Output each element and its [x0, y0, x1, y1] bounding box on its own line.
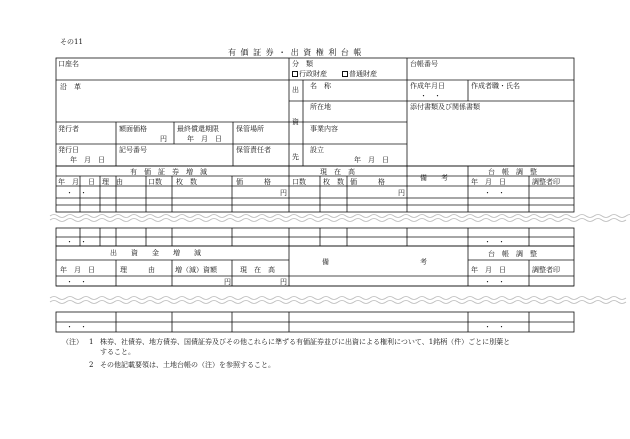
col-year: 年	[58, 178, 65, 186]
last-row-dots: ・ ・	[66, 238, 87, 246]
business-label: 事業内容	[310, 125, 338, 133]
col-current-price: 価 格	[350, 178, 385, 186]
capital-last-adjust-dots: ・ ・	[484, 323, 505, 331]
break-wave-1	[50, 215, 630, 218]
capital-col-change: 増（減）資額	[175, 266, 217, 274]
investee-label-3: 先	[292, 153, 299, 161]
col-current-count: 口数	[292, 178, 306, 186]
col-adjuster: 調整者印	[532, 178, 560, 186]
note-1-text: 株券、社債券、地方債券、国債証券及びその他これらに準ずる有価証券並びに出資による権利について、1銘柄（件）ごとに別葉と	[100, 338, 511, 346]
final-redemption-ymd: 年 月 日	[187, 135, 222, 143]
issuer-label: 発行者	[58, 125, 79, 133]
page-title: 有 価 証 券 ・ 出 資 権 利 台 帳	[228, 48, 363, 57]
general-property-checkbox[interactable]	[342, 71, 348, 77]
attachments-label: 添付書類及び関係書類	[410, 103, 480, 111]
capital-adjust-dots: ・ ・	[484, 278, 505, 286]
col-count: 口数	[148, 178, 162, 186]
admin-property-checkbox[interactable]	[292, 71, 298, 77]
symbol-no-label: 記号番号	[119, 146, 147, 154]
price-yen: 円	[280, 189, 287, 197]
capital-col-reason: 理 由	[120, 266, 155, 274]
capital-last-dots: ・ ・	[66, 323, 87, 331]
col-reason: 理 由	[102, 178, 123, 186]
last-adjust-dots: ・ ・	[484, 238, 505, 246]
note-2-number: 2	[89, 361, 94, 369]
face-value-label: 額面価格	[119, 125, 147, 133]
capital-current-yen: 円	[280, 278, 287, 286]
custody-label: 保管場所	[236, 125, 264, 133]
issue-date-label: 発行日	[58, 146, 79, 154]
face-value-yen: 円	[160, 135, 167, 143]
note-1-number: 1	[89, 338, 94, 346]
created-date-dots: ・ ・	[420, 92, 441, 100]
capital-row-dots: ・ ・	[66, 278, 87, 286]
capital-col-current: 現 在 高	[240, 266, 275, 274]
adjust-dots: ・ ・	[484, 189, 505, 197]
current-holdings-label: 現 在 高	[320, 168, 355, 176]
securities-adjust-label: 台 帳 調 整	[488, 168, 537, 176]
classification-label: 分 類	[292, 60, 313, 68]
capital-section-label: 出 資 金 増 減	[110, 249, 201, 257]
current-price-yen: 円	[398, 189, 405, 197]
note-2-text: その他記載要領は、土地台帳の（注）を参照すること。	[100, 361, 275, 369]
capital-col-adjuster: 調整者印	[532, 266, 560, 274]
ledger-no-label: 台帳番号	[410, 60, 438, 68]
investee-label-2: 資	[292, 118, 299, 126]
note-1-text-cont: すること。	[100, 348, 135, 356]
final-redemption-label: 最終償還期限	[177, 125, 219, 133]
col-sheets: 枚 数	[176, 178, 197, 186]
established-ymd: 年 月 日	[354, 156, 389, 164]
investee-name-label: 名 称	[310, 82, 331, 90]
creator-label: 作成者職・氏名	[471, 82, 520, 90]
col-current-sheets: 枚 数	[323, 178, 344, 186]
investee-label-1: 出	[292, 86, 299, 94]
securities-remarks-label: 備 考	[420, 174, 448, 182]
general-property-option[interactable]: 普通財産	[342, 70, 377, 78]
created-date-label: 作成年月日	[410, 82, 445, 90]
col-day: 日	[88, 178, 95, 186]
established-label: 設立	[310, 146, 324, 154]
capital-change-yen: 円	[224, 278, 231, 286]
location-label: 所在地	[310, 103, 331, 111]
history-label: 沿 革	[60, 83, 81, 91]
col-month: 月	[72, 178, 79, 186]
break-wave-2	[50, 297, 626, 300]
account-name-label: 口座名	[58, 60, 79, 68]
capital-adjust-label: 台 帳 調 整	[488, 250, 537, 258]
page-number: その11	[60, 38, 83, 46]
issue-date-ymd: 年 月 日	[70, 156, 105, 164]
capital-col-adjust-ymd: 年 月 日	[471, 266, 506, 274]
col-adjust-ymd: 年 月 日	[471, 178, 506, 186]
capital-remarks-1: 備	[322, 258, 329, 266]
col-price: 価 格	[236, 178, 271, 186]
notes-label: （注）	[62, 338, 83, 346]
custodian-label: 保管責任者	[236, 146, 271, 154]
securities-section-label: 有 価 証 券 増 減	[130, 168, 207, 176]
capital-col-ymd: 年 月 日	[60, 266, 95, 274]
capital-remarks-2: 考	[420, 258, 427, 266]
row-dots: ・ ・	[66, 189, 87, 197]
admin-property-option[interactable]: 行政財産	[292, 70, 327, 78]
